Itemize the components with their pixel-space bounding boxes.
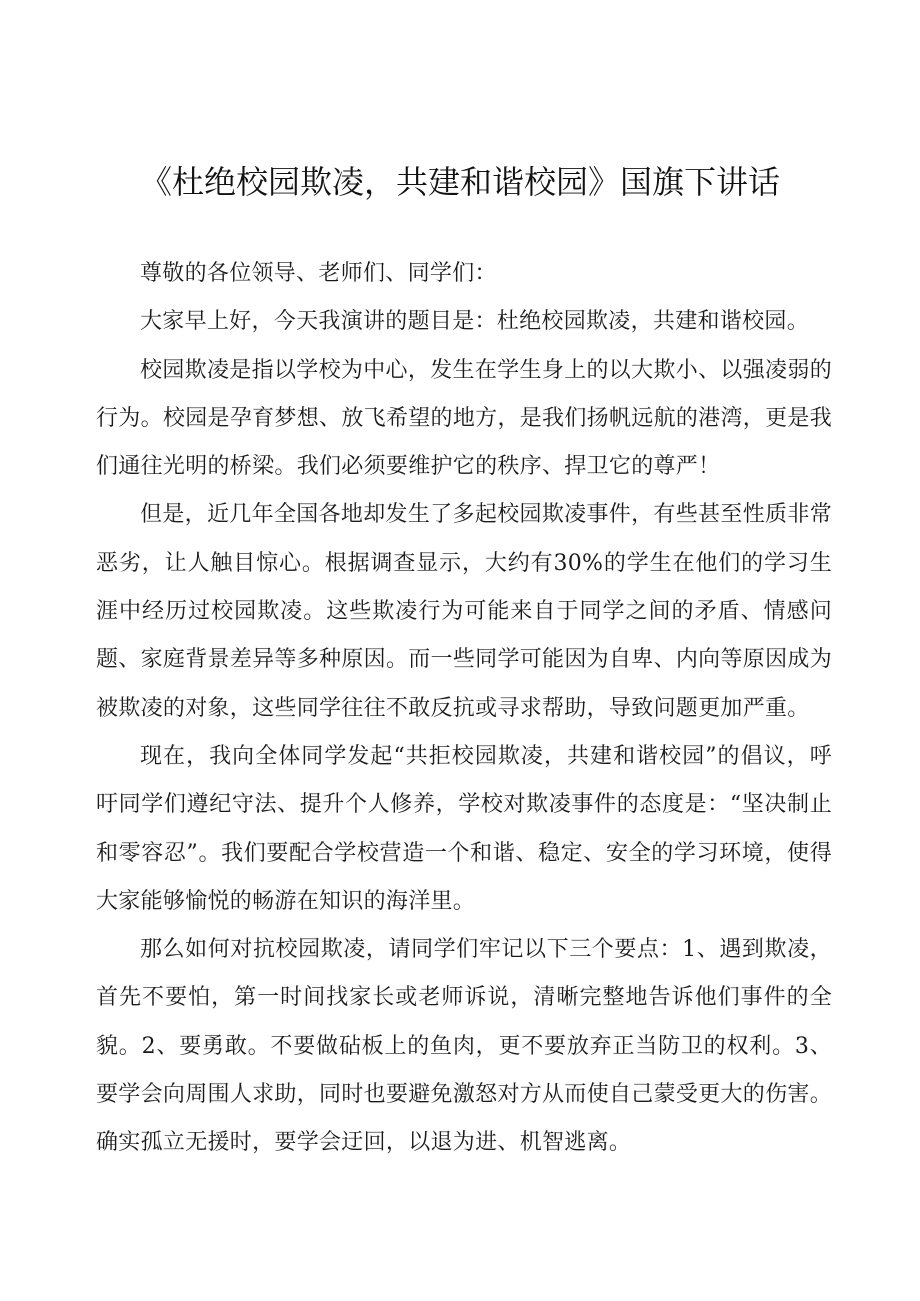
paragraph-greeting: 大家早上好，今天我演讲的题目是：杜绝校园欺凌，共建和谐校园。: [140, 309, 810, 335]
paragraph-situation: 但是，近几年全国各地却发生了多起校园欺凌事件，有些甚至性质非常恶劣，让人触目惊心。根据调查显示，大约有30%的学生在他们的学习生涯中经历过校园欺凌。这些欺凌行为可能来自于同学之间的矛盾、情感问题、家庭背景差异等多种原因。而一些同学可能因为自卑、内向等原因成为被欺凌的对象，这些同学往往不敢反抗或寻求帮助，导致问题更加严重。: [96, 502, 832, 721]
paragraph-initiative: 现在，我向全体同学发起“共拒校园欺凌，共建和谐校园”的倡议，呼吁同学们遵纪守法、提升个人修养，学校对欺凌事件的态度是：“坚决制止和零容忍”。我们要配合学校营造一个和谐、稳定、安全的学习环境，使得大家能够愉悦的畅游在知识的海洋里。: [96, 743, 832, 914]
paragraph-key-points: 那么如何对抗校园欺凌，请同学们牢记以下三个要点：1、遇到欺凌，首先不要怕，第一时间找家长或老师诉说，清晰完整地告诉他们事件的全貌。2、要勇敢。不要做砧板上的鱼肉，更不要放弃正当防卫的权利。3、要学会向周围人求助，同时也要避免激怒对方从而使自己蒙受更大的伤害。确实孤立无援时，要学会迂回，以退为进、机智逃离。: [96, 937, 832, 1156]
speech-body: [96, 250, 832, 1168]
paragraph-salutation: 尊敬的各位领导、老师们、同学们：: [140, 261, 497, 286]
page-title: 《杜绝校园欺凌，共建和谐校园》国旗下讲话: [139, 163, 780, 201]
paragraph-definition: 校园欺凌是指以学校为中心，发生在学生身上的以大欺小、以强凌弱的行为。校园是孕育梦想、放飞希望的地方，是我们扬帆远航的港湾，更是我们通往光明的桥梁。我们必须要维护它的秩序、捍卫它的尊严！: [96, 357, 832, 480]
